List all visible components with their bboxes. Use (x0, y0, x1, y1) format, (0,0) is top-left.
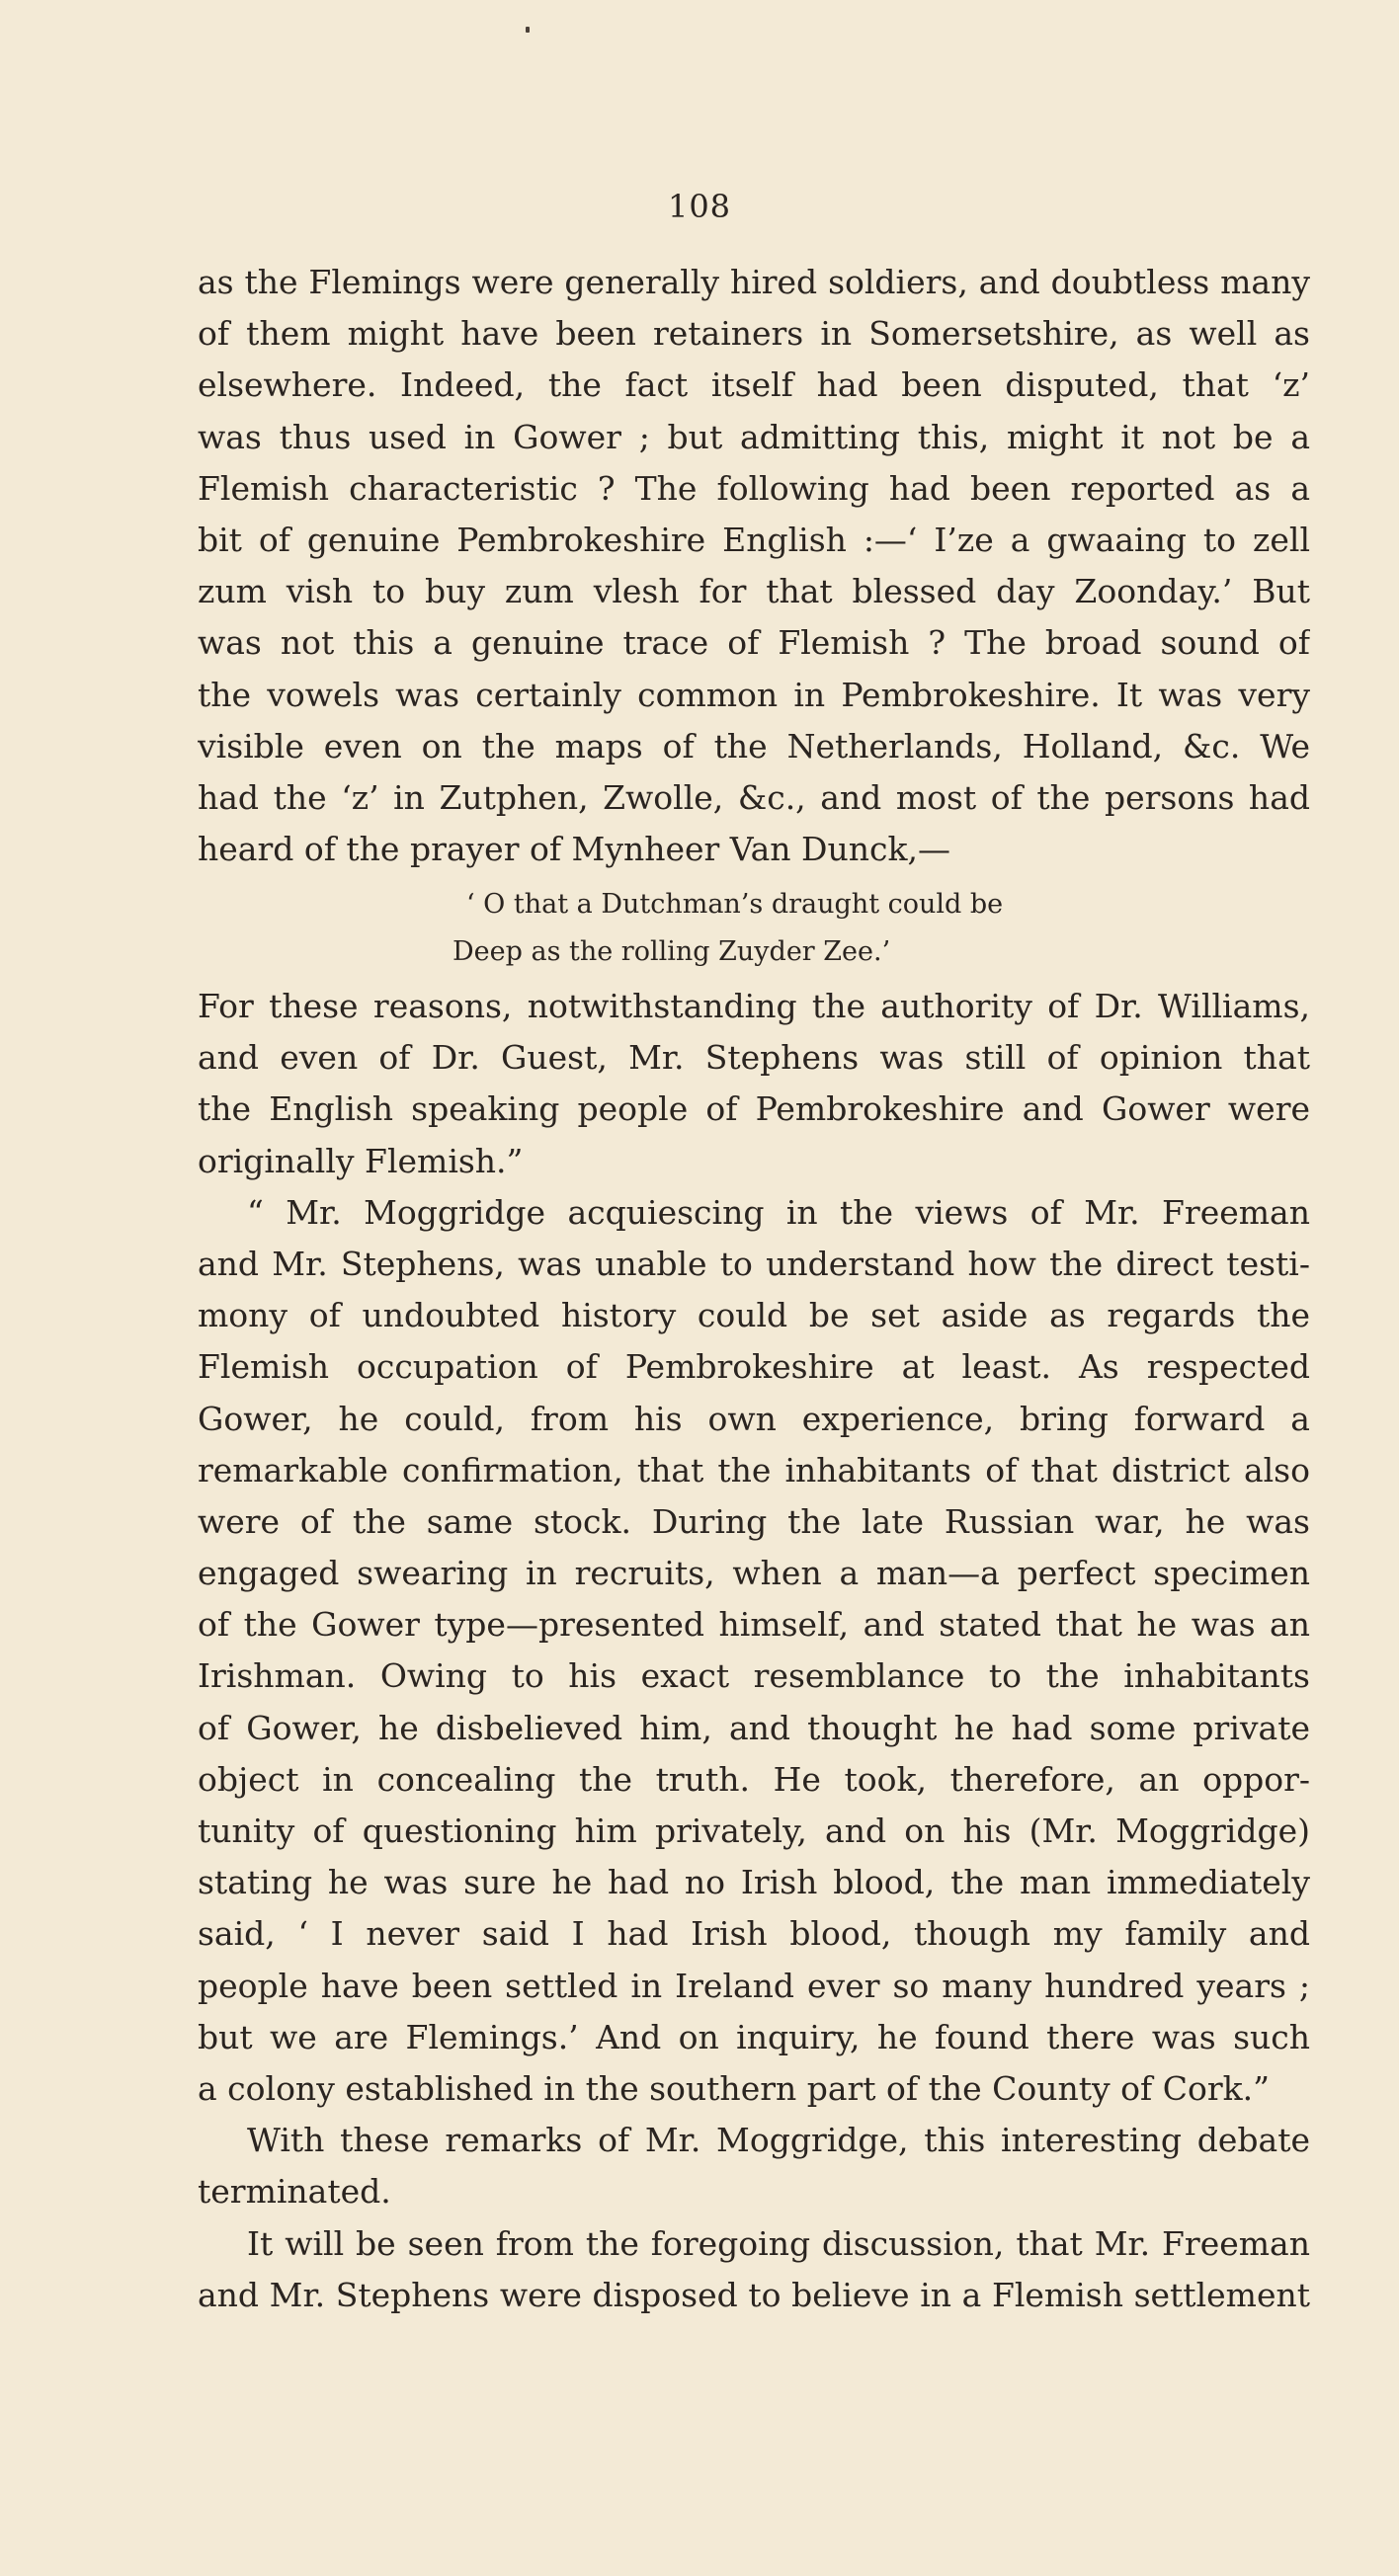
text-line: It will be seen from the foregoing discussion, that Mr. Freeman (247, 2223, 1310, 2263)
text-line: stating he was sure he had no Irish blood, the man immediately (198, 1863, 1310, 1902)
page-number: 108 (667, 188, 732, 225)
text-line: were of the same stock. During the late Russian war, he was (198, 1501, 1310, 1541)
text-line: bit of genuine Pembrokeshire English :—‘ I’ze a gwaaing to zell (198, 520, 1310, 559)
text-line: of the Gower type—presented himself, and stated that he was an (198, 1605, 1310, 1645)
text-line: was not this a genuine trace of Flemish ? The broad sound of (198, 623, 1310, 663)
text-line: engaged swearing in recruits, when a man—a perfect specimen (198, 1554, 1310, 1593)
text-line: of them might have been retainers in Somersetshire, as well as (198, 314, 1310, 354)
text-line: Flemish characteristic ? The following had been reported as a (198, 468, 1310, 508)
text-line: With these remarks of Mr. Moggridge, this interesting debate (247, 2121, 1310, 2160)
text-line: the English speaking people of Pembrokeshire and Gower were (198, 1089, 1310, 1129)
text-line: visible even on the maps of the Netherlands, Holland, &c. We (198, 726, 1310, 765)
text-line: and Mr. Stephens, was unable to understand how the direct testi- (198, 1244, 1310, 1283)
text-line: and even of Dr. Guest, Mr. Stephens was still of opinion that (198, 1038, 1310, 1078)
verse-line: Deep as the rolling Zuyder Zee.’ (453, 936, 891, 967)
text-line: the vowels was certainly common in Pembrokeshire. It was very (198, 675, 1310, 714)
paragraph-block-1 (198, 257, 1310, 875)
text-line: zum vish to buy zum vlesh for that blessed day Zoonday.’ But (198, 572, 1310, 611)
text-line: was thus used in Gower ; but admitting this, might it not be a (198, 417, 1310, 456)
text-line: For these reasons, notwithstanding the authority of Dr. Williams, (198, 987, 1310, 1025)
text-line: mony of undoubted history could be set aside as regards the (198, 1296, 1310, 1335)
text-line: heard of the prayer of Mynheer Van Dunck,— (198, 830, 950, 869)
text-line: a colony established in the southern part of the County of Cork.” (198, 2068, 1271, 2108)
text-line: said, ‘ I never said I had Irish blood, though my family and (198, 1914, 1310, 1954)
text-line: elsewhere. Indeed, the fact itself had been disputed, that ‘z’ (198, 365, 1310, 405)
text-line: people have been settled in Ireland ever so many hundred years ; (198, 1966, 1310, 2005)
paragraph-block-2 (198, 981, 1310, 2321)
text-line: had the ‘z’ in Zutphen, Zwolle, &c., and most of the persons had (198, 777, 1310, 817)
text-line: as the Flemings were generally hired soldiers, and doubtless many (198, 263, 1310, 301)
text-line: originally Flemish.” (198, 1141, 524, 1180)
verse-quotation (0, 881, 1399, 976)
text-line: “ Mr. Moggridge acquiescing in the views of Mr. Freeman (247, 1192, 1310, 1232)
text-line: but we are Flemings.’ And on inquiry, he found there was such (198, 2017, 1310, 2056)
text-line: object in concealing the truth. He took, therefore, an oppor- (198, 1759, 1310, 1799)
text-line: Gower, he could, from his own experience, bring forward a (198, 1399, 1310, 1438)
text-line: and Mr. Stephens were disposed to believe in a Flemish settlement (198, 2275, 1310, 2314)
text-line: terminated. (198, 2172, 391, 2212)
ink-speck (526, 27, 530, 33)
text-line: Flemish occupation of Pembrokeshire at least. As respected (198, 1347, 1310, 1387)
text-line: Irishman. Owing to his exact resemblance to the inhabitants (198, 1656, 1310, 1696)
verse-line: ‘ O that a Dutchman’s draught could be (466, 889, 1004, 920)
text-line: of Gower, he disbelieved him, and thought he had some private (198, 1708, 1310, 1747)
text-line: tunity of questioning him privately, and on his (Mr. Moggridge) (198, 1811, 1310, 1850)
text-line: remarkable confirmation, that the inhabitants of that district also (198, 1450, 1310, 1489)
